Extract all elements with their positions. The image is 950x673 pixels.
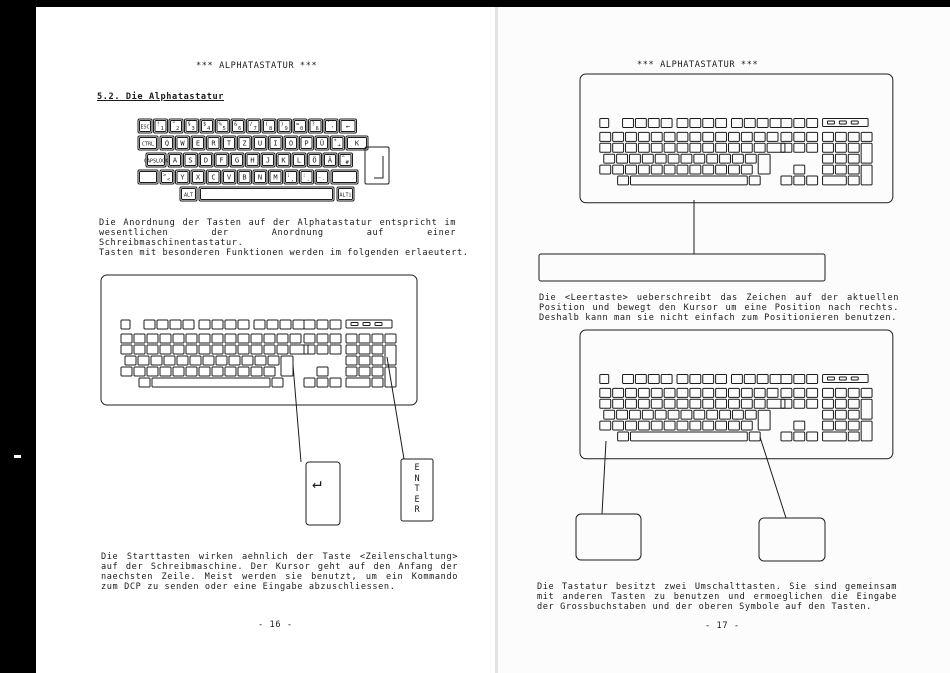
svg-text:6: 6 [238, 126, 242, 132]
svg-text:8: 8 [269, 126, 273, 132]
callout-line-shift-right [760, 437, 786, 518]
svg-text:ß: ß [315, 126, 319, 132]
svg-text:R: R [211, 139, 216, 148]
svg-text:D: D [203, 156, 209, 165]
svg-text:`: ` [327, 121, 331, 128]
svg-text:/: / [249, 121, 253, 128]
svg-text:(: ( [265, 121, 269, 128]
svg-text::: : [302, 172, 306, 179]
svg-text:;: ; [287, 172, 291, 179]
right-page-header: *** ALPHATASTATUR *** [637, 60, 759, 70]
svg-text:#: # [345, 160, 349, 166]
svg-text:Ä: Ä [327, 156, 333, 165]
svg-text:': ' [331, 126, 335, 132]
section-title: 5.2. Die Alphatastatur [97, 92, 225, 102]
shift-right-callout [759, 518, 825, 561]
svg-text:$: $ [203, 121, 207, 128]
left-para-1: Die Anordnung der Tasten auf der Alphatastatur entspricht im wesentlichen der Anordnung auf einer Schreibmaschinentastatur. [99, 218, 456, 248]
svg-text:ESC: ESC [140, 124, 150, 131]
svg-text:^: ^ [341, 155, 345, 162]
svg-text:3: 3 [191, 126, 195, 132]
right-para-2: Die Tastatur besitzt zwei Umschalttasten. Sie sind gemeinsam mit anderen Tasten zu benutzen und ermoeglichen die Eingabe der Grossbuchstaben und der oberen Symbole auf den Tasten. [537, 582, 897, 612]
svg-text:←: ← [345, 122, 351, 131]
svg-text:): ) [280, 121, 284, 128]
svg-text:CAPSLOCK: CAPSLOCK [143, 158, 169, 165]
svg-text:S: S [188, 156, 193, 165]
svg-text:V: V [226, 173, 232, 182]
svg-text:Y: Y [180, 173, 185, 182]
svg-text:CTRL: CTRL [141, 141, 155, 148]
svg-text:4: 4 [207, 126, 211, 132]
svg-text:+: + [337, 143, 341, 149]
svg-text:N: N [257, 173, 263, 182]
svg-text:*: * [333, 138, 337, 145]
svg-text:<: < [167, 177, 171, 183]
svg-text:E: E [195, 139, 201, 148]
svg-text:=: = [296, 121, 300, 128]
svg-text:!: ! [156, 121, 160, 128]
svg-text:": " [172, 121, 176, 128]
svg-text:5: 5 [222, 126, 226, 132]
svg-text:K: K [354, 139, 360, 148]
svg-text:7: 7 [253, 126, 257, 132]
svg-text:I: I [273, 139, 278, 148]
svg-text:B: B [242, 173, 247, 182]
svg-text:2: 2 [176, 126, 180, 132]
svg-text:J: J [265, 156, 271, 165]
svg-text:1: 1 [160, 126, 164, 132]
right-page-number: - 17 - [705, 621, 740, 631]
svg-text:Z: Z [242, 139, 247, 148]
svg-text:C: C [211, 173, 216, 182]
svg-text:ALT: ALT [183, 192, 194, 199]
left-page-header: *** ALPHATASTATUR *** [196, 61, 318, 71]
left-para-3: Die Starttasten wirken aehnlich der Taste <Zeilenschaltung> auf der Schreibmaschine. Der Kursor geht auf den Anfang der naechsten Zeile. Meist werden sie benutzt, um ein Kommando zum DCP zu senden oder eine Eingabe abzuschliessen. [101, 552, 458, 592]
svg-text:U: U [257, 139, 263, 148]
svg-text:9: 9 [284, 126, 288, 132]
svg-text:.: . [306, 177, 310, 183]
svg-text:P: P [304, 139, 309, 148]
return-arrow-icon: ↵ [312, 473, 323, 492]
svg-text:0: 0 [300, 126, 304, 132]
svg-text:T: T [226, 139, 232, 148]
svg-text:F: F [219, 156, 224, 165]
left-para-2: Tasten mit besonderen Funktionen werden im folgenden erlaeutert. [99, 248, 469, 258]
svg-text:?: ? [311, 121, 315, 128]
svg-text:Ü: Ü [319, 139, 325, 148]
svg-text:Q: Q [164, 139, 170, 148]
svg-text:_: _ [318, 172, 322, 179]
svg-text:§: § [187, 121, 191, 128]
svg-text:>: > [163, 172, 167, 179]
right-para-1: Die <Leertaste> ueberschreibt das Zeichen auf der aktuellen Position und bewegt den Kursor um eine Position nach rechts. Deshalb kann man sie nicht einfach zum Positionieren benutzen. [539, 293, 899, 323]
svg-text:&: & [234, 121, 238, 128]
svg-text:G: G [234, 156, 240, 165]
svg-text:L: L [296, 156, 302, 165]
svg-text:Ö: Ö [312, 156, 317, 165]
shift-left-callout [576, 514, 641, 560]
svg-text:W: W [180, 139, 185, 148]
svg-text:O: O [288, 139, 294, 148]
svg-text:,: , [291, 177, 295, 183]
left-page-number: - 16 - [258, 620, 293, 630]
svg-text:ALTi: ALTi [339, 192, 352, 199]
svg-text:%: % [218, 121, 222, 128]
svg-text:X: X [195, 173, 201, 182]
callout-line-shift-left [602, 441, 606, 514]
svg-text:K: K [281, 156, 286, 165]
svg-text:M: M [273, 173, 278, 182]
svg-text:A: A [172, 156, 178, 165]
full-keyboard-right-bottom [580, 330, 893, 459]
svg-text:-: - [322, 177, 326, 183]
svg-text:H: H [250, 156, 255, 165]
enter-key-label: E N T E R [414, 463, 420, 515]
